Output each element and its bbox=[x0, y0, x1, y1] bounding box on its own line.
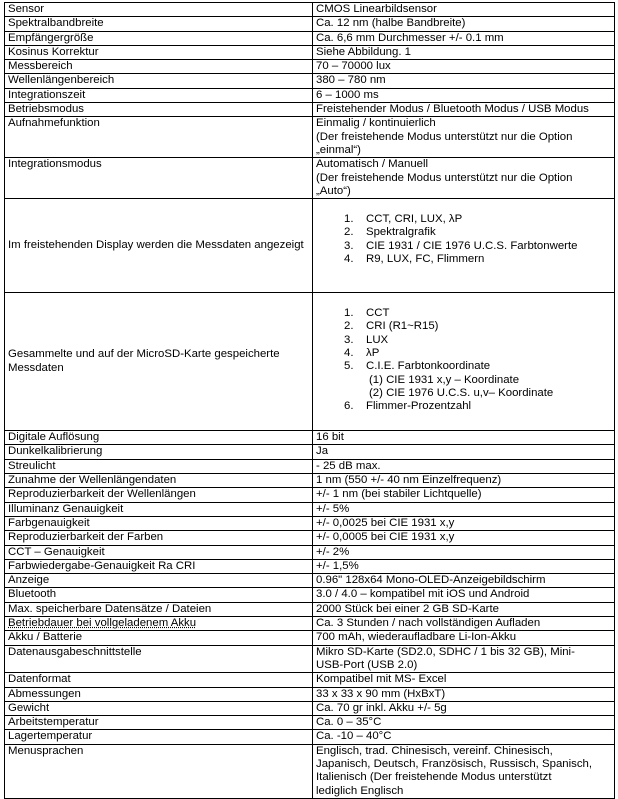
row-value bbox=[313, 687, 615, 701]
table-row bbox=[5, 74, 615, 88]
row-key: Wellenlängenbereich bbox=[5, 74, 313, 88]
table-row bbox=[5, 17, 615, 31]
list-item bbox=[316, 226, 611, 239]
row-value bbox=[313, 74, 615, 88]
list-item-text: Flimmer-Prozentzahl bbox=[366, 400, 472, 413]
row-value-line: 6 – 1000 ms bbox=[316, 88, 379, 101]
row-value bbox=[313, 631, 615, 645]
row-key: Streulicht bbox=[5, 459, 313, 473]
table-row bbox=[5, 617, 615, 631]
row-value-line: Freistehender Modus / Bluetooth Modus / USB Modus bbox=[316, 103, 589, 116]
row-value bbox=[313, 3, 615, 17]
display-data-list bbox=[316, 213, 611, 266]
row-value-line: „Auto“) bbox=[316, 184, 351, 197]
table-row bbox=[5, 88, 615, 102]
row-value-line: Ca. -10 – 40°C bbox=[316, 730, 392, 743]
row-key: Zunahme der Wellenlängendaten bbox=[5, 474, 313, 488]
row-value-line: Kompatibel mit MS- Excel bbox=[316, 673, 447, 686]
row-value bbox=[313, 701, 615, 715]
row-value-line: +/- 1 nm (bei stabiler Lichtquelle) bbox=[316, 488, 482, 501]
row-value bbox=[313, 516, 615, 530]
row-key: Kosinus Korrektur bbox=[5, 45, 313, 59]
row-value bbox=[313, 645, 615, 673]
row-value bbox=[313, 488, 615, 502]
row-value bbox=[313, 158, 615, 199]
row-value-line: (Der freistehende Modus unterstützt nur die Option bbox=[316, 130, 573, 143]
storage-row-label: Gesammelte und auf der MicroSD-Karte gespeicherte Messdaten bbox=[8, 348, 280, 374]
row-key: Lagertemperatur bbox=[5, 730, 313, 744]
list-item bbox=[316, 253, 611, 266]
table-row bbox=[5, 588, 615, 602]
list-item bbox=[316, 374, 611, 387]
row-key: Menusprachen bbox=[5, 744, 313, 798]
table-row bbox=[5, 545, 615, 559]
row-value-line: 16 bit bbox=[316, 431, 344, 444]
list-item bbox=[316, 307, 611, 320]
row-key: Digitale Auflösung bbox=[5, 431, 313, 445]
table-row bbox=[5, 474, 615, 488]
row-value-line: Italienisch (Der freistehende Modus unterstützt bbox=[316, 771, 552, 784]
row-key: Dunkelkalibrierung bbox=[5, 445, 313, 459]
row-key: Integrationszeit bbox=[5, 88, 313, 102]
row-value bbox=[313, 730, 615, 744]
row-key: Integrationsmodus bbox=[5, 158, 313, 199]
table-row bbox=[5, 559, 615, 573]
row-value-line: Japanisch, Deutsch, Französisch, Russisch, Spanisch, bbox=[316, 757, 593, 770]
row-value bbox=[313, 531, 615, 545]
list-item-number: 5. bbox=[344, 360, 354, 373]
row-value bbox=[313, 103, 615, 117]
row-value-line: +/- 0,0005 bei CIE 1931 x,y bbox=[316, 531, 455, 544]
list-item-number: 2. bbox=[344, 320, 354, 333]
row-value-line: 33 x 33 x 90 mm (HxBxT) bbox=[316, 687, 446, 700]
row-value bbox=[313, 88, 615, 102]
list-item bbox=[316, 213, 611, 226]
row-value-line: +/- 5% bbox=[316, 502, 350, 515]
list-item-number: 1. bbox=[344, 307, 354, 320]
row-value bbox=[313, 545, 615, 559]
list-item bbox=[316, 387, 611, 400]
table-row bbox=[5, 459, 615, 473]
row-key: Aufnahmefunktion bbox=[5, 117, 313, 158]
row-value bbox=[313, 574, 615, 588]
list-item-text: CIE 1931 / CIE 1976 U.C.S. Farbtonwerte bbox=[366, 239, 578, 252]
row-value bbox=[313, 445, 615, 459]
row-key: Reproduzierbarkeit der Wellenlängen bbox=[5, 488, 313, 502]
table-row-storage bbox=[5, 293, 615, 431]
table-row bbox=[5, 574, 615, 588]
list-item-number: 2. bbox=[344, 226, 354, 239]
table-row bbox=[5, 45, 615, 59]
row-value-line: 0.96" 128x64 Mono-OLED-Anzeigebildschirm bbox=[316, 574, 546, 587]
table-row bbox=[5, 602, 615, 616]
table-row bbox=[5, 60, 615, 74]
display-row-label: Im freistehenden Display werden die Messdaten angezeigt bbox=[8, 239, 304, 251]
row-key: Anzeige bbox=[5, 574, 313, 588]
list-item-number: 4. bbox=[344, 347, 354, 360]
spec-table bbox=[4, 2, 615, 799]
table-row bbox=[5, 502, 615, 516]
table-row bbox=[5, 431, 615, 445]
row-key: Farbgenauigkeit bbox=[5, 516, 313, 530]
row-key: Max. speicherbare Datensätze / Dateien bbox=[5, 602, 313, 616]
row-value bbox=[313, 502, 615, 516]
row-value bbox=[313, 431, 615, 445]
row-key: Datenformat bbox=[5, 673, 313, 687]
row-value bbox=[313, 45, 615, 59]
row-value-line: 70 – 70000 lux bbox=[316, 60, 391, 73]
table-row bbox=[5, 445, 615, 459]
row-value-line: Ja bbox=[316, 445, 329, 458]
row-value-line: Ca. 0 – 35°C bbox=[316, 716, 382, 729]
row-value bbox=[313, 716, 615, 730]
list-item bbox=[316, 240, 611, 253]
list-item bbox=[316, 320, 611, 333]
row-value-storage bbox=[313, 293, 615, 431]
row-value-line: Ca. 70 gr inkl. Akku +/- 5g bbox=[316, 701, 447, 714]
row-key: Reproduzierbarkeit der Farben bbox=[5, 531, 313, 545]
list-item bbox=[316, 400, 611, 413]
row-value-line: CMOS Linearbildsensor bbox=[316, 3, 437, 15]
row-key: CCT – Genauigkeit bbox=[5, 545, 313, 559]
row-value-line: +/- 2% bbox=[316, 545, 350, 558]
row-key: Akku / Batterie bbox=[5, 631, 313, 645]
row-value-line: USB-Port (USB 2.0) bbox=[316, 658, 418, 671]
row-value-line: Einmalig / kontinuierlich bbox=[316, 117, 436, 130]
row-value-line: Ca. 12 nm (halbe Bandbreite) bbox=[316, 17, 466, 30]
table-row-display bbox=[5, 199, 615, 293]
list-item-number: 1. bbox=[344, 213, 354, 226]
row-value-line: lediglich Englisch bbox=[316, 784, 404, 797]
row-value bbox=[313, 117, 615, 158]
row-value-line: „einmal“) bbox=[316, 143, 361, 156]
display-data-section bbox=[5, 199, 615, 431]
row-value-line: 3.0 / 4.0 – kompatibel mit iOS und Android bbox=[316, 588, 530, 601]
list-item-text: C.I.E. Farbtonkoordinate bbox=[366, 360, 491, 373]
row-value-line: 700 mAh, wiederaufladbare Li-Ion-Akku bbox=[316, 631, 517, 644]
spec-table-top bbox=[5, 3, 615, 199]
row-value-line: Siehe Abbildung. 1 bbox=[316, 45, 412, 58]
table-row bbox=[5, 701, 615, 715]
list-item-number: 4. bbox=[344, 253, 354, 266]
row-key: Betriebdauer bei vollgeladenem Akku bbox=[5, 617, 313, 631]
list-item-text: Spektralgrafik bbox=[366, 226, 436, 239]
table-row bbox=[5, 516, 615, 530]
row-key-display bbox=[5, 199, 313, 293]
row-value-line: - 25 dB max. bbox=[316, 459, 381, 472]
row-value-line: Englisch, trad. Chinesisch, vereinf. Chinesisch, bbox=[316, 744, 553, 757]
row-value bbox=[313, 31, 615, 45]
table-row bbox=[5, 488, 615, 502]
row-value bbox=[313, 459, 615, 473]
row-value-line: Mikro SD-Karte (SD2.0, SDHC / 1 bis 32 GB), Mini- bbox=[316, 645, 575, 658]
table-row bbox=[5, 716, 615, 730]
table-row bbox=[5, 687, 615, 701]
table-row bbox=[5, 3, 615, 17]
list-item-sub-text: (2) CIE 1976 U.C.S. u,v– Koordinate bbox=[369, 386, 554, 399]
row-key: Datenausgabeschnittstelle bbox=[5, 645, 313, 673]
list-item-text: CCT, CRI, LUX, λP bbox=[366, 213, 463, 226]
row-key: Gewicht bbox=[5, 701, 313, 715]
row-value-display bbox=[313, 199, 615, 293]
row-key: Betriebsmodus bbox=[5, 103, 313, 117]
row-value bbox=[313, 588, 615, 602]
table-row bbox=[5, 730, 615, 744]
table-row bbox=[5, 158, 615, 199]
list-item-text: CCT bbox=[366, 307, 390, 320]
row-key: Sensor bbox=[5, 3, 313, 17]
table-row bbox=[5, 103, 615, 117]
row-value bbox=[313, 474, 615, 488]
row-value-line: Ca. 6,6 mm Durchmesser +/- 0.1 mm bbox=[316, 31, 504, 44]
table-row bbox=[5, 744, 615, 798]
row-value bbox=[313, 17, 615, 31]
row-value bbox=[313, 744, 615, 798]
storage-data-list bbox=[316, 307, 611, 413]
row-key: Abmessungen bbox=[5, 687, 313, 701]
list-item bbox=[316, 360, 611, 373]
row-key: Messbereich bbox=[5, 60, 313, 74]
list-item-number: 3. bbox=[344, 239, 354, 252]
row-value-line: 380 – 780 nm bbox=[316, 74, 386, 87]
row-key-storage bbox=[5, 293, 313, 431]
table-row bbox=[5, 531, 615, 545]
list-item bbox=[316, 347, 611, 360]
table-row bbox=[5, 117, 615, 158]
list-item-sub-text: (1) CIE 1931 x,y – Koordinate bbox=[369, 373, 520, 386]
row-value bbox=[313, 617, 615, 631]
table-row bbox=[5, 631, 615, 645]
table-row bbox=[5, 645, 615, 673]
row-key: Spektralbandbreite bbox=[5, 17, 313, 31]
list-item-number: 6. bbox=[344, 400, 354, 413]
row-value-line: Ca. 3 Stunden / nach vollständigen Aufladen bbox=[316, 617, 541, 630]
list-item-text: λP bbox=[366, 347, 380, 360]
row-value bbox=[313, 559, 615, 573]
row-key: Arbeitstemperatur bbox=[5, 716, 313, 730]
row-key: Empfängergröße bbox=[5, 31, 313, 45]
row-key: Bluetooth bbox=[5, 588, 313, 602]
table-row bbox=[5, 673, 615, 687]
row-value-line: 1 nm (550 +/- 40 nm Einzelfrequenz) bbox=[316, 474, 502, 487]
row-key: Illuminanz Genauigkeit bbox=[5, 502, 313, 516]
row-value-line: +/- 0,0025 bei CIE 1931 x,y bbox=[316, 516, 455, 529]
list-item-text: CRI (R1~R15) bbox=[366, 320, 439, 333]
row-key: Farbwiedergabe-Genauigkeit Ra CRI bbox=[5, 559, 313, 573]
row-value bbox=[313, 673, 615, 687]
row-value-line: (Der freistehende Modus unterstützt nur die Option bbox=[316, 171, 573, 184]
row-value-line: Automatisch / Manuell bbox=[316, 158, 429, 171]
table-row bbox=[5, 31, 615, 45]
spec-table-bottom bbox=[5, 431, 615, 799]
list-item-text: R9, LUX, FC, Flimmern bbox=[366, 253, 485, 266]
row-value-line: 2000 Stück bei einer 2 GB SD-Karte bbox=[316, 602, 499, 615]
list-item bbox=[316, 334, 611, 347]
row-value bbox=[313, 60, 615, 74]
row-value-line: +/- 1,5% bbox=[316, 559, 359, 572]
list-item-text: LUX bbox=[366, 333, 389, 346]
list-item-number: 3. bbox=[344, 333, 354, 346]
row-value bbox=[313, 602, 615, 616]
